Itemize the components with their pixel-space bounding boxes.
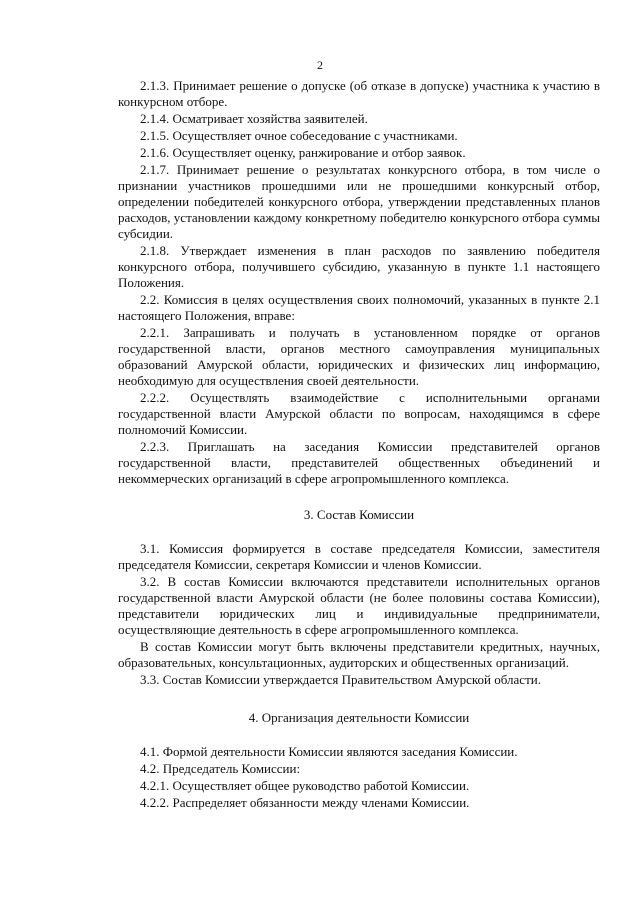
- paragraph-2-1-3: 2.1.3. Принимает решение о допуске (об отказе в допуске) участника к участию в конкурсном отборе.: [118, 78, 600, 109]
- paragraph-4-2-2: 4.2.2. Распределяет обязанности между членами Комиссии.: [140, 795, 470, 810]
- paragraph-2-1-6: 2.1.6. Осуществляет оценку, ранжирование и отбор заявок.: [140, 145, 466, 160]
- document-body: [118, 78, 600, 812]
- paragraph-2-2-1: 2.2.1. Запрашивать и получать в установленном порядке от органов государственной власти, органов местного самоуправления муниципальных образований Амурской области, юридических и физических лиц информацию, необходимую для осуществления своей деятельности.: [118, 325, 600, 388]
- paragraph-2-1-5: 2.1.5. Осуществляет очное собеседование с участниками.: [140, 128, 458, 143]
- section-3-heading: 3. Состав Комиссии: [303, 507, 415, 522]
- section-4-heading: 4. Организация деятельности Комиссии: [248, 710, 470, 725]
- paragraph-4-1: 4.1. Формой деятельности Комиссии являются заседания Комиссии.: [140, 744, 518, 759]
- paragraph-2-1-4: 2.1.4. Осматривает хозяйства заявителей.: [140, 111, 368, 126]
- paragraph-3-2-extra: В состав Комиссии могут быть включены представители кредитных, научных, образовательных, консультационных, аудиторских и общественных организаций.: [118, 639, 600, 670]
- paragraph-3-2: 3.2. В состав Комиссии включаются представители исполнительных органов государственной власти Амурской области (не более половины состава Комиссии), представители юридических лиц и индивидуальные предприниматели, осуществляющие деятельность в сфере агропромышленного комплекса.: [118, 574, 600, 637]
- paragraph-3-1: 3.1. Комиссия формируется в составе председателя Комиссии, заместителя председателя Комиссии, секретаря Комиссии и членов Комиссии.: [118, 541, 600, 572]
- paragraph-2-2-2: 2.2.2. Осуществлять взаимодействие с исполнительными органами государственной власти Амурской области по вопросам, находящимся в сфере полномочий Комиссии.: [118, 390, 600, 437]
- page-number: 2: [317, 58, 323, 72]
- paragraph-2-1-8: 2.1.8. Утверждает изменения в план расходов по заявлению победителя конкурсного отбора, получившего субсидию, указанную в пункте 1.1 настоящего Положения.: [118, 243, 600, 290]
- paragraph-4-2-1: 4.2.1. Осуществляет общее руководство работой Комиссии.: [140, 778, 470, 793]
- paragraph-2-2-3: 2.2.3. Приглашать на заседания Комиссии представителей органов государственной власти, представителей общественных объединений и некоммерческих организаций в сфере агропромышленного комплекса.: [118, 439, 600, 486]
- paragraph-2-1-7: 2.1.7. Принимает решение о результатах конкурсного отбора, в том числе о признании участников прошедшими или не прошедшими конкурсный отбор, определении победителей конкурсного отбора, утверждении представленных планов расходов, установлении каждому конкретному победителю конкурсного отбора суммы субсидии.: [118, 162, 600, 241]
- paragraph-4-2: 4.2. Председатель Комиссии:: [140, 761, 301, 776]
- paragraph-3-3: 3.3. Состав Комиссии утверждается Правительством Амурской области.: [140, 672, 541, 687]
- paragraph-2-2: 2.2. Комиссия в целях осуществления своих полномочий, указанных в пункте 2.1 настоящего Положения, вправе:: [118, 292, 600, 323]
